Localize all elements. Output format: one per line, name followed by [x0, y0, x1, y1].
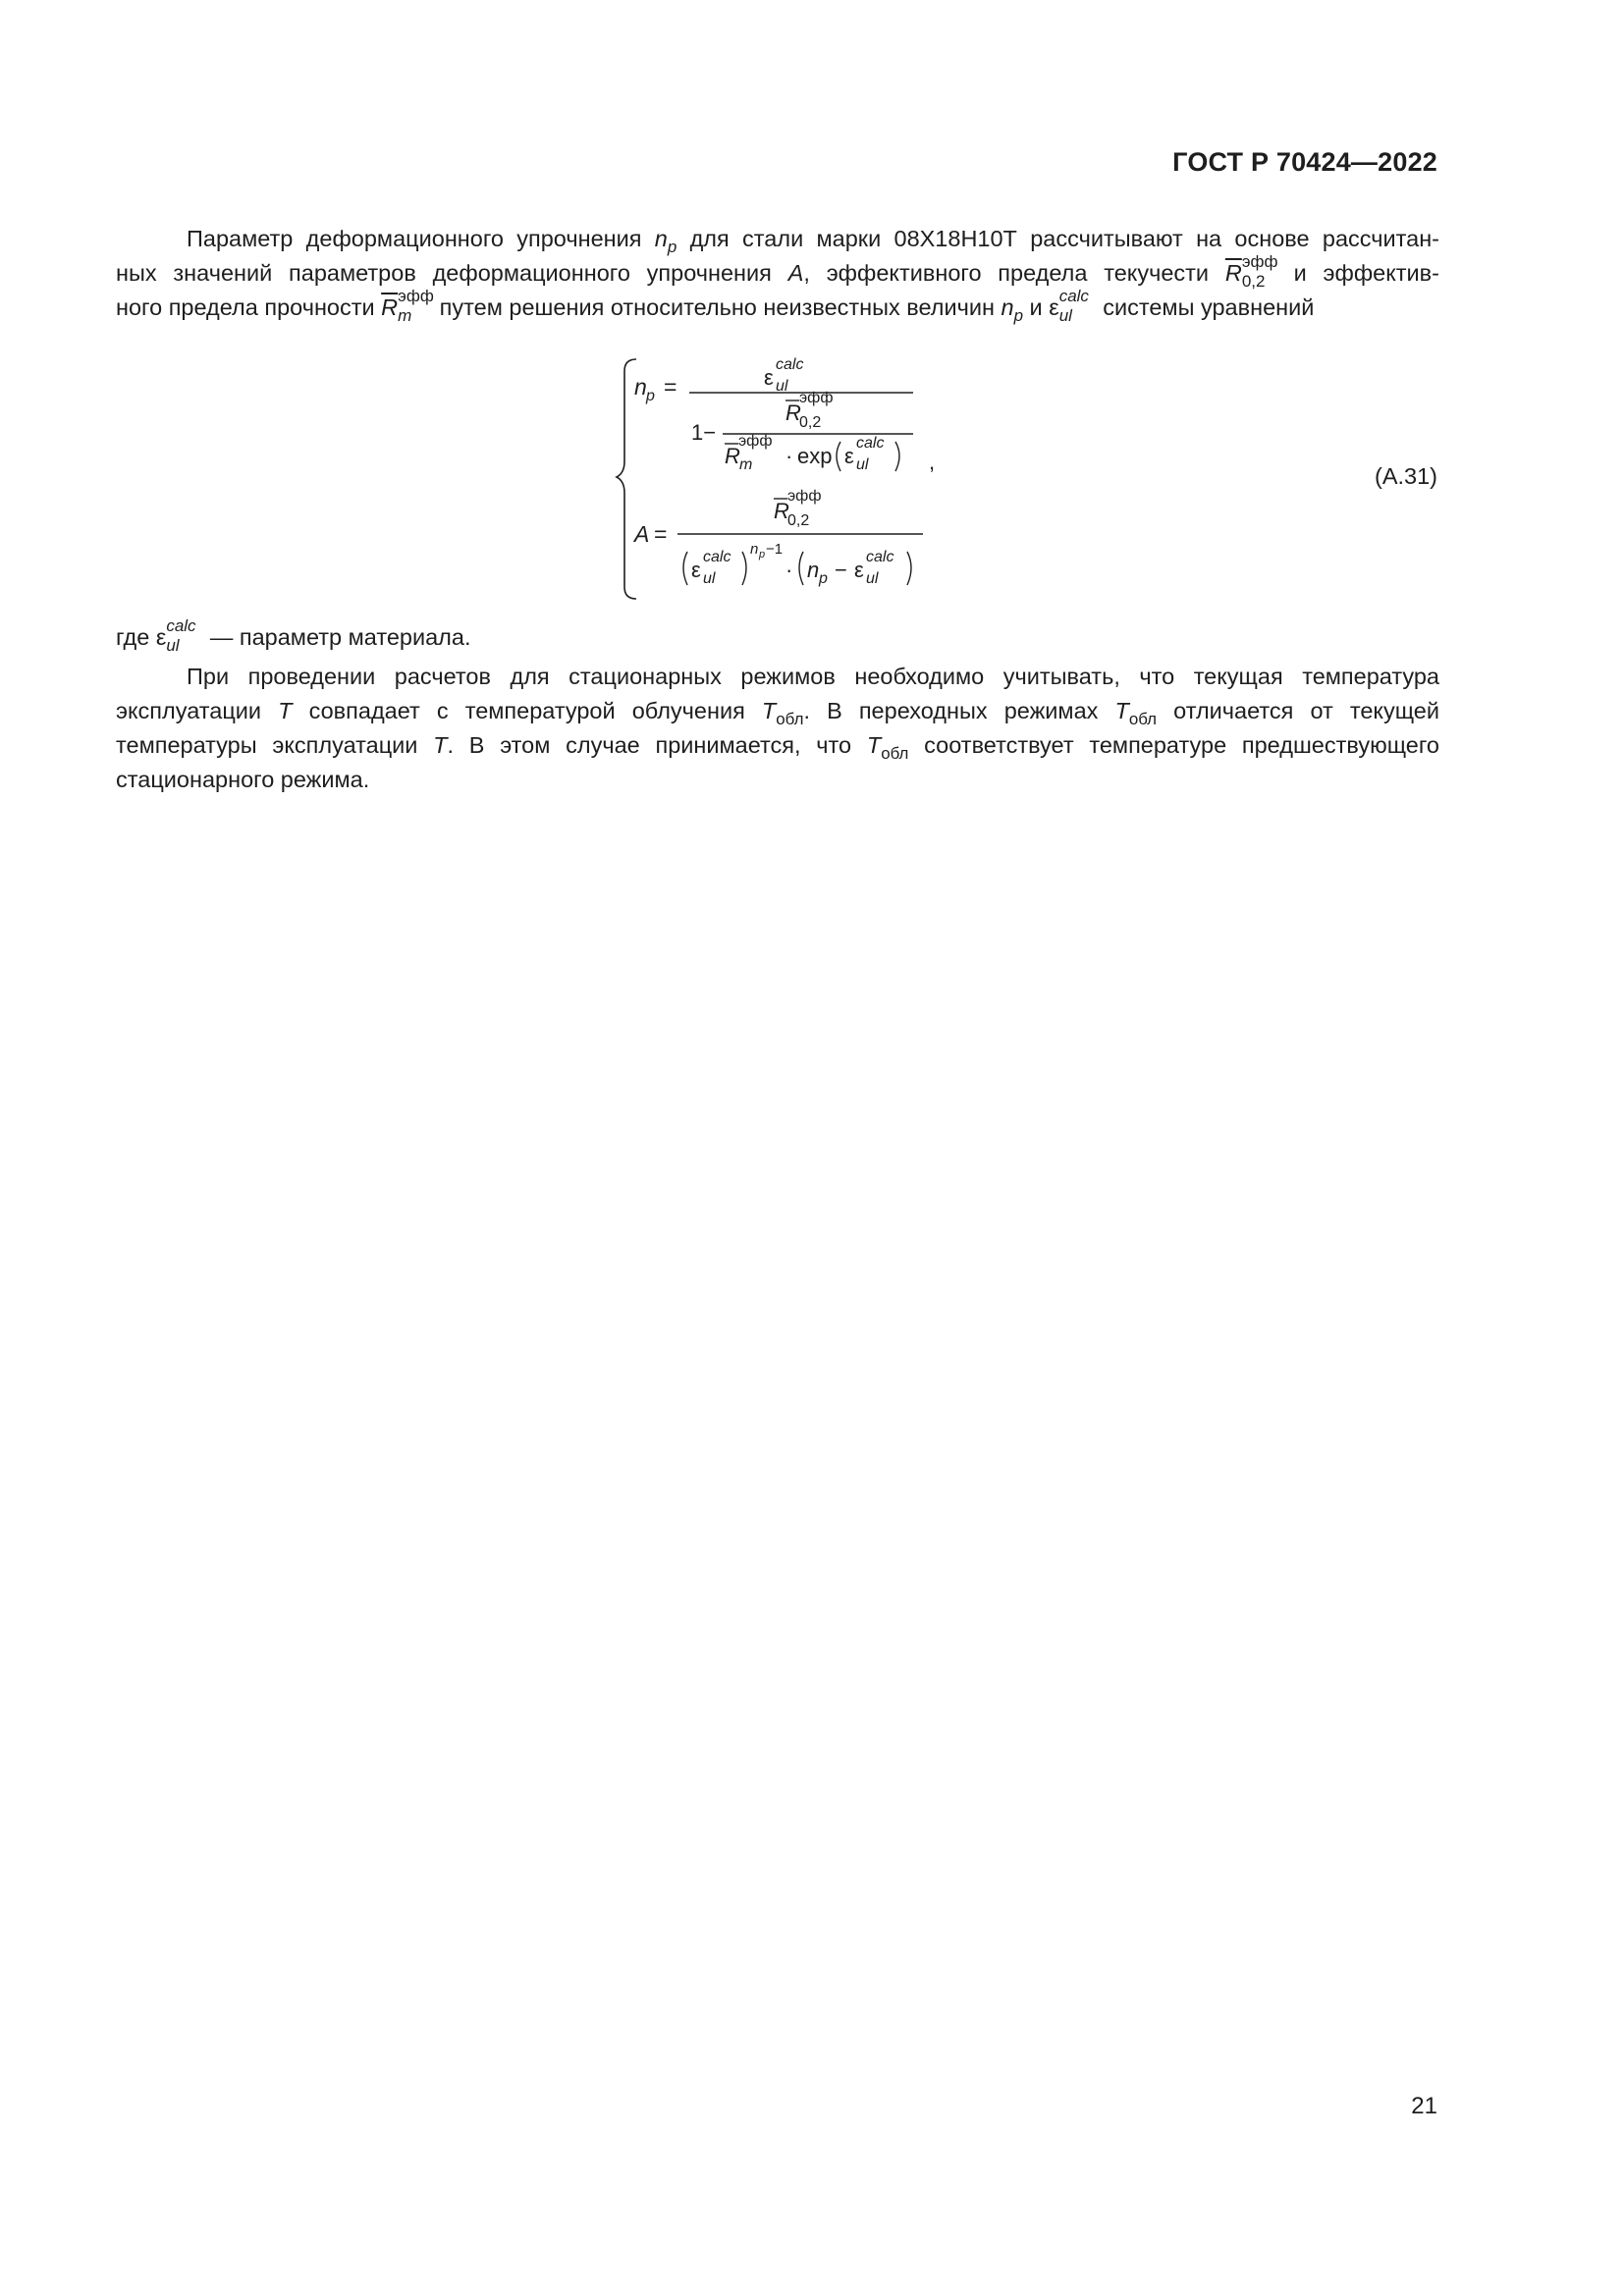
svg-text:−1: −1	[766, 541, 784, 558]
np-lhs: n	[634, 374, 647, 400]
svg-text:=: =	[664, 374, 677, 400]
svg-text:p: p	[819, 570, 828, 587]
equation-system	[617, 355, 941, 603]
svg-text:ε: ε	[764, 365, 774, 390]
svg-text:R: R	[725, 444, 740, 468]
svg-text:ε: ε	[854, 558, 864, 582]
paragraph-temperature-line-4: стационарного режима.	[116, 767, 370, 792]
svg-text:m: m	[739, 456, 753, 473]
svg-text:ul: ul	[703, 570, 716, 587]
paragraph-intro	[116, 222, 1439, 325]
svg-text:calc: calc	[856, 435, 885, 452]
svg-text:calc: calc	[703, 549, 731, 565]
paragraph-intro-line-3: ного предела прочности $\overline{R}$ эфф m путем решения относительно неизвестных величин $n_p$ и ε calc ul системы уравнений	[116, 287, 1315, 325]
equation-number: (А.31)	[1375, 463, 1437, 489]
paragraph-intro-line-2: ных значений параметров деформационного упрочнения A, эффективного предела текучести $\overline{R}$ эфф 0,2 и эффектив-	[116, 252, 1439, 291]
svg-text:,: ,	[929, 450, 936, 474]
svg-text:calc: calc	[776, 356, 804, 373]
svg-text:эфф: эфф	[738, 433, 773, 450]
svg-text:n: n	[750, 541, 759, 558]
svg-text:эфф: эфф	[787, 488, 822, 505]
A-lhs: A	[634, 521, 650, 547]
svg-text:−: −	[835, 558, 847, 582]
svg-text:эфф: эфф	[799, 390, 834, 406]
svg-text:R: R	[774, 499, 789, 523]
svg-text:exp: exp	[797, 444, 833, 468]
paragraph-temperature	[116, 660, 1439, 797]
paragraph-temperature-line-1: При проведении расчетов для стационарных режимов необходимо учитывать, что текущая температура	[187, 664, 1439, 689]
svg-text:0,2: 0,2	[787, 512, 810, 529]
svg-text:·: ·	[785, 444, 793, 468]
svg-text:ul: ul	[856, 456, 869, 473]
svg-text:ul: ul	[866, 570, 879, 587]
page-number: 21	[1411, 2093, 1437, 2119]
document-header: ГОСТ Р 70424—2022	[1172, 147, 1437, 177]
svg-text:R: R	[785, 400, 801, 425]
svg-text:n: n	[807, 558, 820, 582]
svg-text:·: ·	[785, 558, 793, 582]
svg-text:calc: calc	[866, 549, 894, 565]
svg-text:p: p	[759, 549, 766, 561]
paragraph-temperature-line-3: температуры эксплуатации T. В этом случае принимается, что $T_{обл}$ соответствует температуре предшествующего	[116, 732, 1439, 763]
svg-text:p: p	[646, 388, 655, 404]
where-line: где ε calc ul — параметр материала.	[116, 616, 471, 655]
paragraph-intro-line-1: Параметр деформационного упрочнения $n_p$ для стали марки 08Х18Н10Т рассчитывают на основе рассчитан-	[187, 226, 1439, 256]
paragraph-temperature-line-2: эксплуатации T совпадает с температурой облучения $T_{обл}$. В переходных режимах $T_{обл}$ отличается от текущей	[116, 698, 1439, 728]
svg-text:ε: ε	[691, 558, 701, 582]
brace-icon	[617, 359, 636, 599]
svg-text:ul: ul	[776, 378, 788, 395]
svg-text:=: =	[654, 521, 668, 547]
svg-text:0,2: 0,2	[799, 414, 822, 431]
svg-text:1−: 1−	[691, 420, 717, 445]
svg-text:ε: ε	[844, 444, 854, 468]
